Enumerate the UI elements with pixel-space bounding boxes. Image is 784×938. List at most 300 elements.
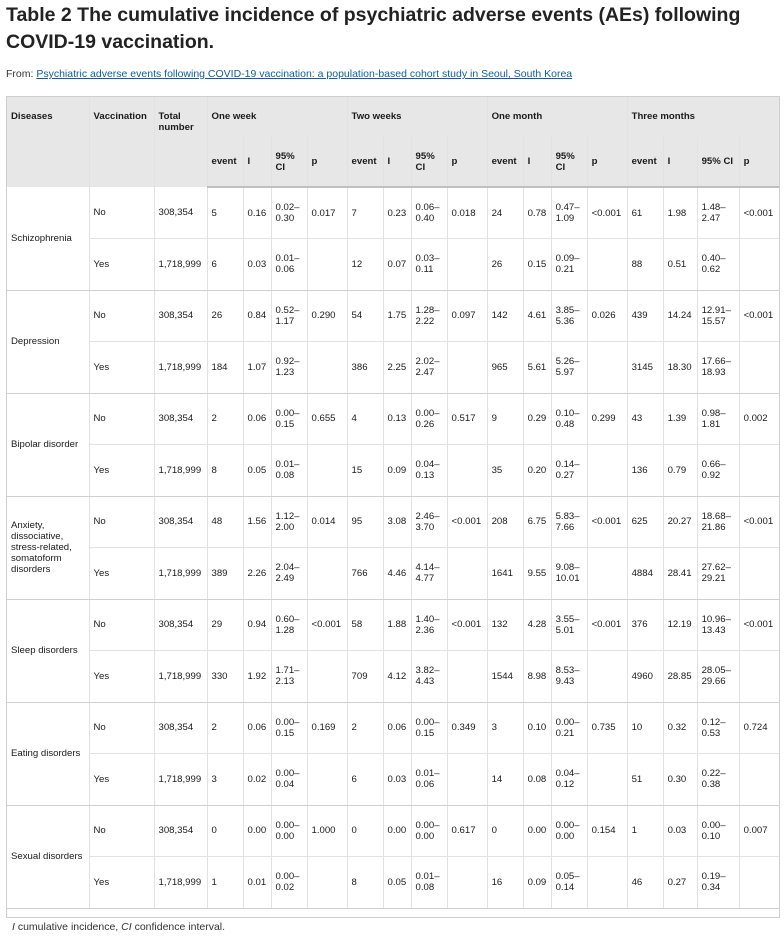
cumulative-incidence-cell: 5.61 [523,342,551,394]
total-number-cell: 1,718,999 [154,445,207,497]
ci-cell: 0.66–0.92 [697,445,739,497]
event-cell: 0 [487,805,523,857]
table-row [7,805,779,857]
ci-cell: 0.92–1.23 [271,342,307,394]
p-value-cell [307,754,347,806]
cumulative-incidence-cell: 0.06 [243,702,271,754]
vaccination-cell: No [89,702,154,754]
p-value-cell [587,651,627,703]
p-value-cell: <0.001 [447,599,487,651]
ci-cell: 0.00–0.00 [551,805,587,857]
event-cell: 61 [627,187,663,239]
cumulative-incidence-cell: 9.55 [523,548,551,600]
event-cell: 35 [487,445,523,497]
total-number-cell: 1,718,999 [154,239,207,291]
ci-cell: 0.19–0.34 [697,857,739,909]
event-cell: 0 [207,805,243,857]
ci-cell: 17.66–18.93 [697,342,739,394]
event-cell: 48 [207,496,243,548]
ci-cell: 2.46–3.70 [411,496,447,548]
event-cell: 3145 [627,342,663,394]
cumulative-incidence-cell: 1.56 [243,496,271,548]
p-value-cell: <0.001 [739,599,779,651]
disease-cell: Bipolar disorder [7,393,89,496]
ci-cell: 0.01–0.06 [411,754,447,806]
table-title: Table 2 The cumulative incidence of psychiatric adverse events (AEs) following COVID-19 vaccination. [6,4,741,53]
ci-cell: 0.60–1.28 [271,599,307,651]
event-cell: 965 [487,342,523,394]
subheader-cumulative-incidence: I [663,137,697,187]
event-cell: 3 [207,754,243,806]
p-value-cell [739,445,779,497]
ci-cell: 0.03–0.11 [411,239,447,291]
cumulative-incidence-cell: 0.78 [523,187,551,239]
p-value-cell: 0.655 [307,393,347,445]
vaccination-cell: Yes [89,651,154,703]
p-value-cell: 0.017 [307,187,347,239]
p-value-cell [447,754,487,806]
footnote-i-symbol: I [12,921,15,933]
event-cell: 136 [627,445,663,497]
p-value-cell [447,445,487,497]
cumulative-incidence-cell: 1.39 [663,393,697,445]
p-value-cell: 0.724 [739,702,779,754]
ci-cell: 2.04–2.49 [271,548,307,600]
ci-cell: 27.62–29.21 [697,548,739,600]
p-value-cell: 0.169 [307,702,347,754]
cumulative-incidence-cell: 0.13 [383,393,411,445]
ci-cell: 0.06–0.40 [411,187,447,239]
event-cell: 1641 [487,548,523,600]
cumulative-incidence-cell: 0.05 [243,445,271,497]
table-row [7,342,779,394]
total-number-cell: 308,354 [154,805,207,857]
event-cell: 4 [347,393,383,445]
total-number-cell: 308,354 [154,599,207,651]
header-vaccination: Vaccination [89,97,154,187]
total-number-cell: 1,718,999 [154,857,207,909]
p-value-cell: 0.007 [739,805,779,857]
event-cell: 10 [627,702,663,754]
event-cell: 2 [207,393,243,445]
cumulative-incidence-cell: 0.02 [243,754,271,806]
vaccination-cell: Yes [89,548,154,600]
event-cell: 12 [347,239,383,291]
table-row [7,651,779,703]
cumulative-incidence-cell: 0.03 [383,754,411,806]
event-cell: 95 [347,496,383,548]
ci-cell: 1.48–2.47 [697,187,739,239]
cumulative-incidence-cell: 3.08 [383,496,411,548]
table-row [7,290,779,342]
event-cell: 15 [347,445,383,497]
subheader-event: event [207,137,243,187]
table-row [7,702,779,754]
event-cell: 16 [487,857,523,909]
cumulative-incidence-cell: 0.30 [663,754,697,806]
cumulative-incidence-cell: 6.75 [523,496,551,548]
p-value-cell [307,651,347,703]
vaccination-cell: No [89,393,154,445]
subheader-ci: 95% CI [271,137,307,187]
event-cell: 2 [347,702,383,754]
cumulative-incidence-cell: 12.19 [663,599,697,651]
ci-cell: 0.00–0.00 [271,805,307,857]
event-cell: 46 [627,857,663,909]
header-period: One week [207,97,347,137]
p-value-cell [587,754,627,806]
vaccination-cell: Yes [89,445,154,497]
p-value-cell [307,857,347,909]
p-value-cell: 0.154 [587,805,627,857]
p-value-cell [739,857,779,909]
event-cell: 8 [207,445,243,497]
table-footnote [12,921,225,933]
total-number-cell: 308,354 [154,393,207,445]
p-value-cell [587,857,627,909]
header-period: Two weeks [347,97,487,137]
cumulative-incidence-cell: 0.06 [243,393,271,445]
vaccination-cell: No [89,599,154,651]
cumulative-incidence-cell: 0.03 [663,805,697,857]
ci-cell: 0.47–1.09 [551,187,587,239]
footnote-ci-text: confidence interval. [131,921,226,933]
table-header [7,97,779,187]
cumulative-incidence-cell: 4.12 [383,651,411,703]
ci-cell: 3.82–4.43 [411,651,447,703]
p-value-cell: <0.001 [447,496,487,548]
footnote-ci-symbol: CI [121,921,132,933]
results-table [7,97,780,909]
ci-cell: 0.98–1.81 [697,393,739,445]
event-cell: 184 [207,342,243,394]
event-cell: 389 [207,548,243,600]
ci-cell: 1.28–2.22 [411,290,447,342]
ci-cell: 0.01–0.06 [271,239,307,291]
p-value-cell [307,239,347,291]
table-row [7,548,779,600]
vaccination-cell: Yes [89,239,154,291]
cumulative-incidence-cell: 20.27 [663,496,697,548]
p-value-cell: 0.349 [447,702,487,754]
p-value-cell: 0.002 [739,393,779,445]
cumulative-incidence-cell: 28.85 [663,651,697,703]
table-row [7,496,779,548]
p-value-cell: 0.290 [307,290,347,342]
table-row [7,187,779,239]
event-cell: 8 [347,857,383,909]
subheader-ci: 95% CI [697,137,739,187]
ci-cell: 0.00–0.15 [271,393,307,445]
cumulative-incidence-cell: 0.01 [243,857,271,909]
cumulative-incidence-cell: 0.00 [383,805,411,857]
ci-cell: 0.01–0.08 [271,445,307,497]
cumulative-incidence-cell: 18.30 [663,342,697,394]
total-number-cell: 308,354 [154,290,207,342]
event-cell: 709 [347,651,383,703]
event-cell: 0 [347,805,383,857]
total-number-cell: 308,354 [154,702,207,754]
cumulative-incidence-cell: 1.92 [243,651,271,703]
event-cell: 376 [627,599,663,651]
p-value-cell: <0.001 [739,290,779,342]
event-cell: 3 [487,702,523,754]
subheader-ci: 95% CI [411,137,447,187]
ci-cell: 0.00–0.15 [411,702,447,754]
p-value-cell [587,239,627,291]
p-value-cell [739,239,779,291]
header-total-number: Total number [154,97,207,187]
table-body [7,187,779,908]
p-value-cell: 0.299 [587,393,627,445]
ci-cell: 2.02–2.47 [411,342,447,394]
ci-cell: 8.53–9.43 [551,651,587,703]
total-number-cell: 308,354 [154,496,207,548]
disease-cell: Anxiety, dissociative, stress-related, somatoform disorders [7,496,89,599]
p-value-cell: <0.001 [739,496,779,548]
subheader-p-value: p [739,137,779,187]
event-cell: 766 [347,548,383,600]
ci-cell: 0.00–0.04 [271,754,307,806]
ci-cell: 0.22–0.38 [697,754,739,806]
ci-cell: 0.02–0.30 [271,187,307,239]
cumulative-incidence-cell: 0.09 [383,445,411,497]
cumulative-incidence-cell: 1.75 [383,290,411,342]
cumulative-incidence-cell: 2.26 [243,548,271,600]
event-cell: 4960 [627,651,663,703]
event-cell: 2 [207,702,243,754]
subheader-event: event [487,137,523,187]
event-cell: 29 [207,599,243,651]
cumulative-incidence-cell: 28.41 [663,548,697,600]
ci-cell: 28.05–29.66 [697,651,739,703]
p-value-cell [447,651,487,703]
ci-cell: 0.00–0.21 [551,702,587,754]
disease-cell: Sexual disorders [7,805,89,908]
p-value-cell [307,342,347,394]
ci-cell: 10.96–13.43 [697,599,739,651]
cumulative-incidence-cell: 0.07 [383,239,411,291]
p-value-cell: 0.517 [447,393,487,445]
event-cell: 142 [487,290,523,342]
event-cell: 7 [347,187,383,239]
ci-cell: 0.00–0.02 [271,857,307,909]
p-value-cell [739,548,779,600]
event-cell: 51 [627,754,663,806]
vaccination-cell: Yes [89,857,154,909]
cumulative-incidence-cell: 0.10 [523,702,551,754]
p-value-cell: <0.001 [587,187,627,239]
ci-cell: 12.91–15.57 [697,290,739,342]
ci-cell: 0.14–0.27 [551,445,587,497]
footnote-i-text: cumulative incidence, [14,921,122,933]
p-value-cell [307,548,347,600]
cumulative-incidence-cell: 2.25 [383,342,411,394]
vaccination-cell: No [89,187,154,239]
disease-cell: Sleep disorders [7,599,89,702]
cumulative-incidence-cell: 0.09 [523,857,551,909]
vaccination-cell: Yes [89,754,154,806]
event-cell: 9 [487,393,523,445]
subheader-cumulative-incidence: I [243,137,271,187]
event-cell: 386 [347,342,383,394]
cumulative-incidence-cell: 0.94 [243,599,271,651]
table-row [7,599,779,651]
cumulative-incidence-cell: 0.03 [243,239,271,291]
total-number-cell: 308,354 [154,187,207,239]
p-value-cell: 1.000 [307,805,347,857]
ci-cell: 0.40–0.62 [697,239,739,291]
p-value-cell [447,548,487,600]
subheader-event: event [627,137,663,187]
total-number-cell: 1,718,999 [154,548,207,600]
ci-cell: 0.00–0.00 [411,805,447,857]
ci-cell: 0.04–0.13 [411,445,447,497]
event-cell: 625 [627,496,663,548]
cumulative-incidence-cell: 0.79 [663,445,697,497]
p-value-cell [739,754,779,806]
total-number-cell: 1,718,999 [154,754,207,806]
vaccination-cell: No [89,496,154,548]
total-number-cell: 1,718,999 [154,651,207,703]
event-cell: 26 [487,239,523,291]
event-cell: 6 [207,239,243,291]
p-value-cell: 0.026 [587,290,627,342]
cumulative-incidence-cell: 0.29 [523,393,551,445]
ci-cell: 18.68–21.86 [697,496,739,548]
subheader-cumulative-incidence: I [383,137,411,187]
ci-cell: 1.71–2.13 [271,651,307,703]
event-cell: 1544 [487,651,523,703]
cumulative-incidence-cell: 0.32 [663,702,697,754]
event-cell: 1 [207,857,243,909]
ci-cell: 0.00–0.26 [411,393,447,445]
cumulative-incidence-cell: 0.15 [523,239,551,291]
cumulative-incidence-cell: 0.00 [523,805,551,857]
table-row [7,445,779,497]
event-cell: 5 [207,187,243,239]
event-cell: 58 [347,599,383,651]
subheader-event: event [347,137,383,187]
source-article-link[interactable]: Psychiatric adverse events following COVID-19 vaccination: a population-based cohort study in Seoul, South Korea [36,68,573,80]
header-period: Three months [627,97,779,137]
cumulative-incidence-cell: 0.84 [243,290,271,342]
table-row [7,393,779,445]
cumulative-incidence-cell: 0.51 [663,239,697,291]
event-cell: 54 [347,290,383,342]
table-row [7,857,779,909]
subheader-p-value: p [587,137,627,187]
event-cell: 14 [487,754,523,806]
ci-cell: 0.52–1.17 [271,290,307,342]
ci-cell: 0.12–0.53 [697,702,739,754]
subheader-ci: 95% CI [551,137,587,187]
p-value-cell [447,857,487,909]
subheader-p-value: p [307,137,347,187]
p-value-cell [739,651,779,703]
from-label: From: [6,68,34,80]
p-value-cell: <0.001 [739,187,779,239]
ci-cell: 0.05–0.14 [551,857,587,909]
cumulative-incidence-cell: 4.46 [383,548,411,600]
ci-cell: 0.04–0.12 [551,754,587,806]
cumulative-incidence-cell: 0.00 [243,805,271,857]
p-value-cell [739,342,779,394]
p-value-cell: <0.001 [307,599,347,651]
subheader-cumulative-incidence: I [523,137,551,187]
ci-cell: 0.10–0.48 [551,393,587,445]
ci-cell: 3.85–5.36 [551,290,587,342]
ci-cell: 0.00–0.15 [271,702,307,754]
cumulative-incidence-cell: 0.05 [383,857,411,909]
vaccination-cell: Yes [89,342,154,394]
source-line [6,68,572,80]
event-cell: 4884 [627,548,663,600]
event-cell: 1 [627,805,663,857]
cumulative-incidence-cell: 0.16 [243,187,271,239]
ci-cell: 0.09–0.21 [551,239,587,291]
event-cell: 88 [627,239,663,291]
p-value-cell [587,548,627,600]
results-table-container[interactable] [6,96,780,918]
header-period: One month [487,97,627,137]
event-cell: 330 [207,651,243,703]
vaccination-cell: No [89,805,154,857]
cumulative-incidence-cell: 0.08 [523,754,551,806]
event-cell: 132 [487,599,523,651]
cumulative-incidence-cell: 0.20 [523,445,551,497]
ci-cell: 5.26–5.97 [551,342,587,394]
ci-cell: 4.14–4.77 [411,548,447,600]
ci-cell: 9.08–10.01 [551,548,587,600]
disease-cell: Eating disorders [7,702,89,805]
event-cell: 6 [347,754,383,806]
cumulative-incidence-cell: 0.06 [383,702,411,754]
p-value-cell: 0.018 [447,187,487,239]
ci-cell: 1.12–2.00 [271,496,307,548]
subheader-p-value: p [447,137,487,187]
p-value-cell: 0.014 [307,496,347,548]
ci-cell: 1.40–2.36 [411,599,447,651]
cumulative-incidence-cell: 1.98 [663,187,697,239]
p-value-cell [307,445,347,497]
total-number-cell: 1,718,999 [154,342,207,394]
cumulative-incidence-cell: 4.61 [523,290,551,342]
vaccination-cell: No [89,290,154,342]
table-row [7,239,779,291]
p-value-cell: <0.001 [587,599,627,651]
cumulative-incidence-cell: 14.24 [663,290,697,342]
p-value-cell [587,445,627,497]
ci-cell: 3.55–5.01 [551,599,587,651]
event-cell: 439 [627,290,663,342]
event-cell: 26 [207,290,243,342]
p-value-cell: 0.735 [587,702,627,754]
disease-cell: Depression [7,290,89,393]
disease-cell: Schizophrenia [7,187,89,290]
cumulative-incidence-cell: 4.28 [523,599,551,651]
cumulative-incidence-cell: 8.98 [523,651,551,703]
p-value-cell: 0.097 [447,290,487,342]
cumulative-incidence-cell: 1.07 [243,342,271,394]
table-row [7,754,779,806]
cumulative-incidence-cell: 1.88 [383,599,411,651]
event-cell: 24 [487,187,523,239]
p-value-cell: 0.617 [447,805,487,857]
event-cell: 43 [627,393,663,445]
p-value-cell [447,239,487,291]
p-value-cell [447,342,487,394]
